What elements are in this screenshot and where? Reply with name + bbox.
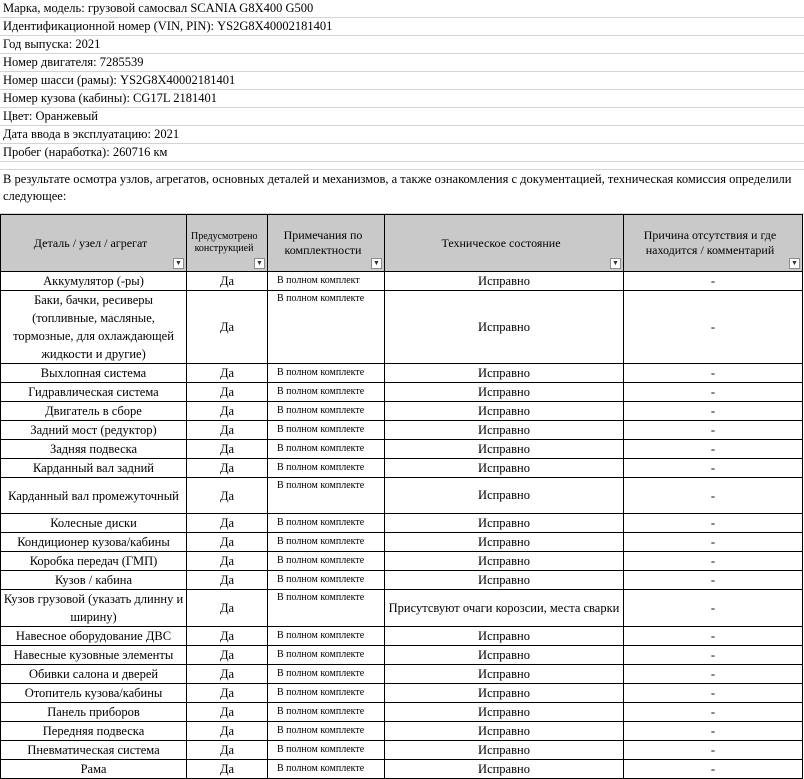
note-cell[interactable]: В полном комплекте (268, 722, 385, 741)
table-row (1, 646, 803, 665)
state-cell[interactable]: Исправно (385, 421, 624, 440)
part-cell[interactable]: Пневматическая система (1, 741, 187, 760)
provided-cell[interactable]: Да (187, 383, 268, 402)
provided-cell[interactable]: Да (187, 627, 268, 646)
table-row (1, 272, 803, 291)
vehicle-model-line: Марка, модель: грузовой самосвал SCANIA G8X400 G500 (0, 0, 804, 18)
part-cell[interactable]: Обивки салона и дверей (1, 665, 187, 684)
note-cell[interactable]: В полном комплект (268, 272, 385, 291)
note-cell[interactable]: В полном комплекте (268, 440, 385, 459)
part-cell[interactable]: Навесное оборудование ДВС (1, 627, 187, 646)
note-cell[interactable]: В полном комплекте (268, 514, 385, 533)
comment-cell[interactable]: - (624, 421, 803, 440)
table-row (1, 478, 803, 514)
table-row (1, 741, 803, 760)
table-row (1, 514, 803, 533)
provided-cell[interactable]: Да (187, 552, 268, 571)
body-number-line: Номер кузова (кабины): CG17L 2181401 (0, 90, 804, 108)
chassis-number-line: Номер шасси (рамы): YS2G8X40002181401 (0, 72, 804, 90)
note-cell[interactable]: В полном комплекте (268, 402, 385, 421)
state-cell[interactable]: Исправно (385, 440, 624, 459)
table-header-row (1, 215, 803, 272)
part-cell[interactable]: Отопитель кузова/кабины (1, 684, 187, 703)
part-cell[interactable]: Карданный вал промежуточный (1, 478, 187, 514)
part-cell[interactable]: Рама (1, 760, 187, 779)
table-row (1, 533, 803, 552)
column-header-label: Предусмотрено конструкцией (191, 231, 258, 254)
table-row (1, 590, 803, 627)
comment-cell[interactable]: - (624, 741, 803, 760)
column-header-provided (187, 215, 268, 272)
part-cell[interactable]: Гидравлическая система (1, 383, 187, 402)
part-cell[interactable]: Баки, бачки, ресиверы (топливные, масляные, тормозные, для охлаждающей жидкости и другие) (1, 291, 187, 364)
table-row (1, 383, 803, 402)
engine-number-line: Номер двигателя: 7285539 (0, 54, 804, 72)
part-cell[interactable]: Двигатель в сборе (1, 402, 187, 421)
table-row (1, 627, 803, 646)
table-row (1, 421, 803, 440)
table-row (1, 703, 803, 722)
table-row (1, 364, 803, 383)
state-cell[interactable]: Исправно (385, 291, 624, 364)
provided-cell[interactable]: Да (187, 646, 268, 665)
state-cell[interactable]: Исправно (385, 533, 624, 552)
part-cell[interactable]: Выхлопная система (1, 364, 187, 383)
column-header-label: Деталь / узел / агрегат (33, 235, 148, 250)
note-cell[interactable]: В полном комплекте (268, 665, 385, 684)
state-cell[interactable]: Исправно (385, 760, 624, 779)
part-cell[interactable]: Кондиционер кузова/кабины (1, 533, 187, 552)
note-cell[interactable]: В полном комплекте (268, 552, 385, 571)
table-row (1, 665, 803, 684)
provided-cell[interactable]: Да (187, 478, 268, 514)
table-row (1, 571, 803, 590)
provided-cell[interactable]: Да (187, 421, 268, 440)
note-cell[interactable]: В полном комплекте (268, 646, 385, 665)
part-cell[interactable]: Коробка передач (ГМП) (1, 552, 187, 571)
part-cell[interactable]: Кузов грузовой (указать длинну и ширину) (1, 590, 187, 627)
filter-active-icon[interactable]: ▼ (254, 258, 265, 269)
comment-cell[interactable]: - (624, 665, 803, 684)
comment-cell[interactable]: - (624, 383, 803, 402)
note-cell[interactable]: В полном комплекте (268, 703, 385, 722)
provided-cell[interactable]: Да (187, 459, 268, 478)
table-row (1, 291, 803, 364)
state-cell[interactable]: Исправно (385, 722, 624, 741)
state-cell[interactable]: Исправно (385, 741, 624, 760)
comment-cell[interactable]: - (624, 402, 803, 421)
comment-cell[interactable]: - (624, 627, 803, 646)
state-cell[interactable]: Исправно (385, 459, 624, 478)
provided-cell[interactable]: Да (187, 590, 268, 627)
state-cell[interactable]: Исправно (385, 364, 624, 383)
provided-cell[interactable]: Да (187, 741, 268, 760)
comment-cell[interactable]: - (624, 272, 803, 291)
note-cell[interactable]: В полном комплекте (268, 291, 385, 364)
note-cell[interactable]: В полном комплекте (268, 459, 385, 478)
state-cell[interactable]: Исправно (385, 514, 624, 533)
note-cell[interactable]: В полном комплекте (268, 627, 385, 646)
vehicle-year-line: Год выпуска: 2021 (0, 36, 804, 54)
provided-cell[interactable]: Да (187, 665, 268, 684)
comment-cell[interactable]: - (624, 291, 803, 364)
column-header-label: Причина отсутствия и где находится / комментарий (643, 228, 777, 257)
filter-dropdown-icon[interactable]: ▼ (173, 258, 184, 269)
table-row (1, 402, 803, 421)
note-cell[interactable]: В полном комплекте (268, 533, 385, 552)
provided-cell[interactable]: Да (187, 402, 268, 421)
inspection-table (0, 214, 803, 779)
comment-cell[interactable]: - (624, 684, 803, 703)
note-cell[interactable]: В полном комплекте (268, 684, 385, 703)
state-cell[interactable]: Исправно (385, 703, 624, 722)
comment-cell[interactable]: - (624, 459, 803, 478)
provided-cell[interactable]: Да (187, 514, 268, 533)
part-cell[interactable]: Карданный вал задний (1, 459, 187, 478)
table-row (1, 459, 803, 478)
state-cell[interactable]: Исправно (385, 646, 624, 665)
note-cell[interactable]: В полном комплекте (268, 571, 385, 590)
comment-cell[interactable]: - (624, 364, 803, 383)
state-cell[interactable]: Исправно (385, 627, 624, 646)
table-row (1, 552, 803, 571)
provided-cell[interactable]: Да (187, 722, 268, 741)
part-cell[interactable]: Аккумулятор (-ры) (1, 272, 187, 291)
provided-cell[interactable]: Да (187, 571, 268, 590)
filter-dropdown-icon[interactable]: ▼ (371, 258, 382, 269)
provided-cell[interactable]: Да (187, 272, 268, 291)
comment-cell[interactable]: - (624, 552, 803, 571)
note-cell[interactable]: В полном комплекте (268, 364, 385, 383)
state-cell[interactable]: Исправно (385, 571, 624, 590)
blank-row (0, 162, 804, 170)
provided-cell[interactable]: Да (187, 291, 268, 364)
part-cell[interactable]: Задняя подвеска (1, 440, 187, 459)
commission-date-line: Дата ввода в эксплуатацию: 2021 (0, 126, 804, 144)
note-cell[interactable]: В полном комплекте (268, 383, 385, 402)
note-cell[interactable]: В полном комплекте (268, 741, 385, 760)
column-header-comment (624, 215, 803, 272)
vehicle-vin-line: Идентификационной номер (VIN, PIN): YS2G8X40002181401 (0, 18, 804, 36)
comment-cell[interactable]: - (624, 590, 803, 627)
comment-cell[interactable]: - (624, 703, 803, 722)
column-header-state (385, 215, 624, 272)
state-cell[interactable]: Исправно (385, 272, 624, 291)
provided-cell[interactable]: Да (187, 684, 268, 703)
note-cell[interactable]: В полном комплекте (268, 478, 385, 514)
comment-cell[interactable]: - (624, 760, 803, 779)
column-header-note (268, 215, 385, 272)
column-header-part (1, 215, 187, 272)
comment-cell[interactable]: - (624, 533, 803, 552)
provided-cell[interactable]: Да (187, 703, 268, 722)
color-line: Цвет: Оранжевый (0, 108, 804, 126)
table-row (1, 760, 803, 779)
comment-cell[interactable]: - (624, 478, 803, 514)
part-cell[interactable]: Навесные кузовные элементы (1, 646, 187, 665)
provided-cell[interactable]: Да (187, 760, 268, 779)
inspection-intro-text: В результате осмотра узлов, агрегатов, основных деталей и механизмов, а также ознакомления с документацией, техническая комиссия определили следующее: (0, 170, 804, 214)
note-cell[interactable]: В полном комплекте (268, 590, 385, 627)
comment-cell[interactable]: - (624, 571, 803, 590)
state-cell[interactable]: Присутсвуют очаги корозcии, места сварки (385, 590, 624, 627)
comment-cell[interactable]: - (624, 722, 803, 741)
provided-cell[interactable]: Да (187, 533, 268, 552)
part-cell[interactable]: Панель приборов (1, 703, 187, 722)
note-cell[interactable]: В полном комплекте (268, 760, 385, 779)
column-header-label: Техническое состояние (441, 235, 561, 250)
part-cell[interactable]: Задний мост (редуктор) (1, 421, 187, 440)
comment-cell[interactable]: - (624, 514, 803, 533)
note-cell[interactable]: В полном комплекте (268, 421, 385, 440)
state-cell[interactable]: Исправно (385, 684, 624, 703)
state-cell[interactable]: Исправно (385, 552, 624, 571)
table-row (1, 722, 803, 741)
comment-cell[interactable]: - (624, 646, 803, 665)
provided-cell[interactable]: Да (187, 364, 268, 383)
table-row (1, 684, 803, 703)
column-header-label: Примечания по комплектности (283, 228, 363, 257)
mileage-line: Пробег (наработка): 260716 км (0, 144, 804, 162)
state-cell[interactable]: Исправно (385, 665, 624, 684)
filter-dropdown-icon[interactable]: ▼ (789, 258, 800, 269)
part-cell[interactable]: Кузов / кабина (1, 571, 187, 590)
state-cell[interactable]: Исправно (385, 478, 624, 514)
table-row (1, 440, 803, 459)
filter-dropdown-icon[interactable]: ▼ (610, 258, 621, 269)
comment-cell[interactable]: - (624, 440, 803, 459)
part-cell[interactable]: Передняя подвеска (1, 722, 187, 741)
state-cell[interactable]: Исправно (385, 383, 624, 402)
state-cell[interactable]: Исправно (385, 402, 624, 421)
provided-cell[interactable]: Да (187, 440, 268, 459)
part-cell[interactable]: Колесные диски (1, 514, 187, 533)
